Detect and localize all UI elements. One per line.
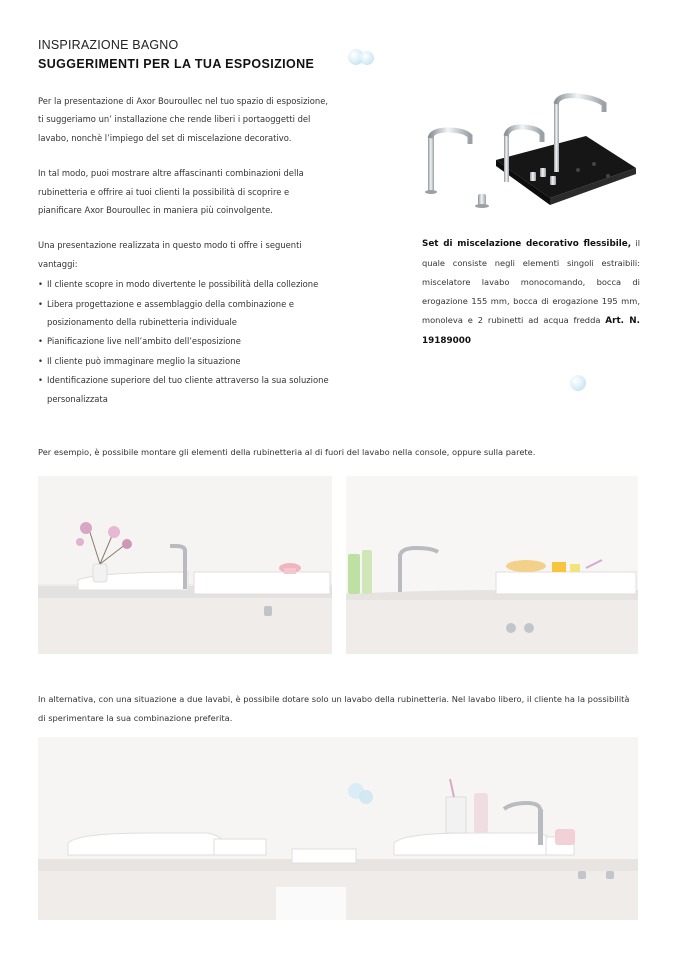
product-caption — [422, 234, 640, 351]
bathroom-photo-wall — [346, 476, 638, 654]
mixer-set-product-image — [418, 90, 640, 218]
advantages-intro: Una presentazione realizzata in questo modo ti offre i seguenti vantaggi: — [38, 240, 302, 269]
intro-text-column — [38, 92, 333, 408]
caption-heading: Set di miscelazione decorativo flessibile, — [422, 239, 632, 249]
intro-paragraph: In tal modo, puoi mostrare altre affascinanti combinazioni della rubinetteria e offrire ai tuoi clienti la possibilità di scoprire e pianificare Axor Bouroullec in maniera più coinvolgente. — [38, 168, 304, 216]
bathroom-photo-console — [38, 476, 332, 654]
caption-text: il quale consiste negli elementi singoli estraibili: miscelatore lavabo monocomando, bocca di erogazione 155 mm, bocca di erogazione 195 mm, monoleva e 2 rubinetti ad acqua fredda — [422, 238, 641, 325]
list-item: • Identificazione superiore del tuo cliente attraverso la sua soluzione personalizzata — [38, 371, 333, 408]
article-number: Art. N. 19189000 — [422, 316, 640, 346]
bathroom-photo-two-basins — [38, 737, 638, 920]
list-item: • Il cliente scopre in modo divertente le possibilità della collezione — [38, 275, 333, 293]
list-item: • Il cliente può immaginare meglio la situazione — [38, 352, 333, 370]
section-kicker: INSPIRAZIONE BAGNO — [38, 38, 179, 52]
intro-paragraph: Per la presentazione di Axor Bouroullec nel tuo spazio di esposizione, ti suggeriamo un’ installazione che rende liberi i portaoggetti del lavabo, nonchè l’impiego del set di miscelazione decorativo. — [38, 96, 329, 143]
list-item: • Libera progettazione e assemblaggio della combinazione e posizionamento della rubinetteria individuale — [38, 295, 333, 332]
advantages-list — [38, 275, 333, 408]
alternative-text: In alternativa, con una situazione a due lavabi, è possibile dotare solo un lavabo della rubinetteria. Nel lavabo libero, il cliente ha la possibilità di sperimentare la sua combinazione preferita. — [38, 694, 630, 723]
page-title: SUGGERIMENTI PER LA TUA ESPOSIZIONE — [38, 57, 315, 71]
list-item: • Pianificazione live nell’ambito dell’esposizione — [38, 332, 333, 350]
example-text: Per esempio, è possibile montare gli elementi della rubinetteria al di fuori del lavabo nella console, oppure sulla parete. — [38, 447, 536, 457]
bubble-decoration-middle — [570, 375, 586, 391]
